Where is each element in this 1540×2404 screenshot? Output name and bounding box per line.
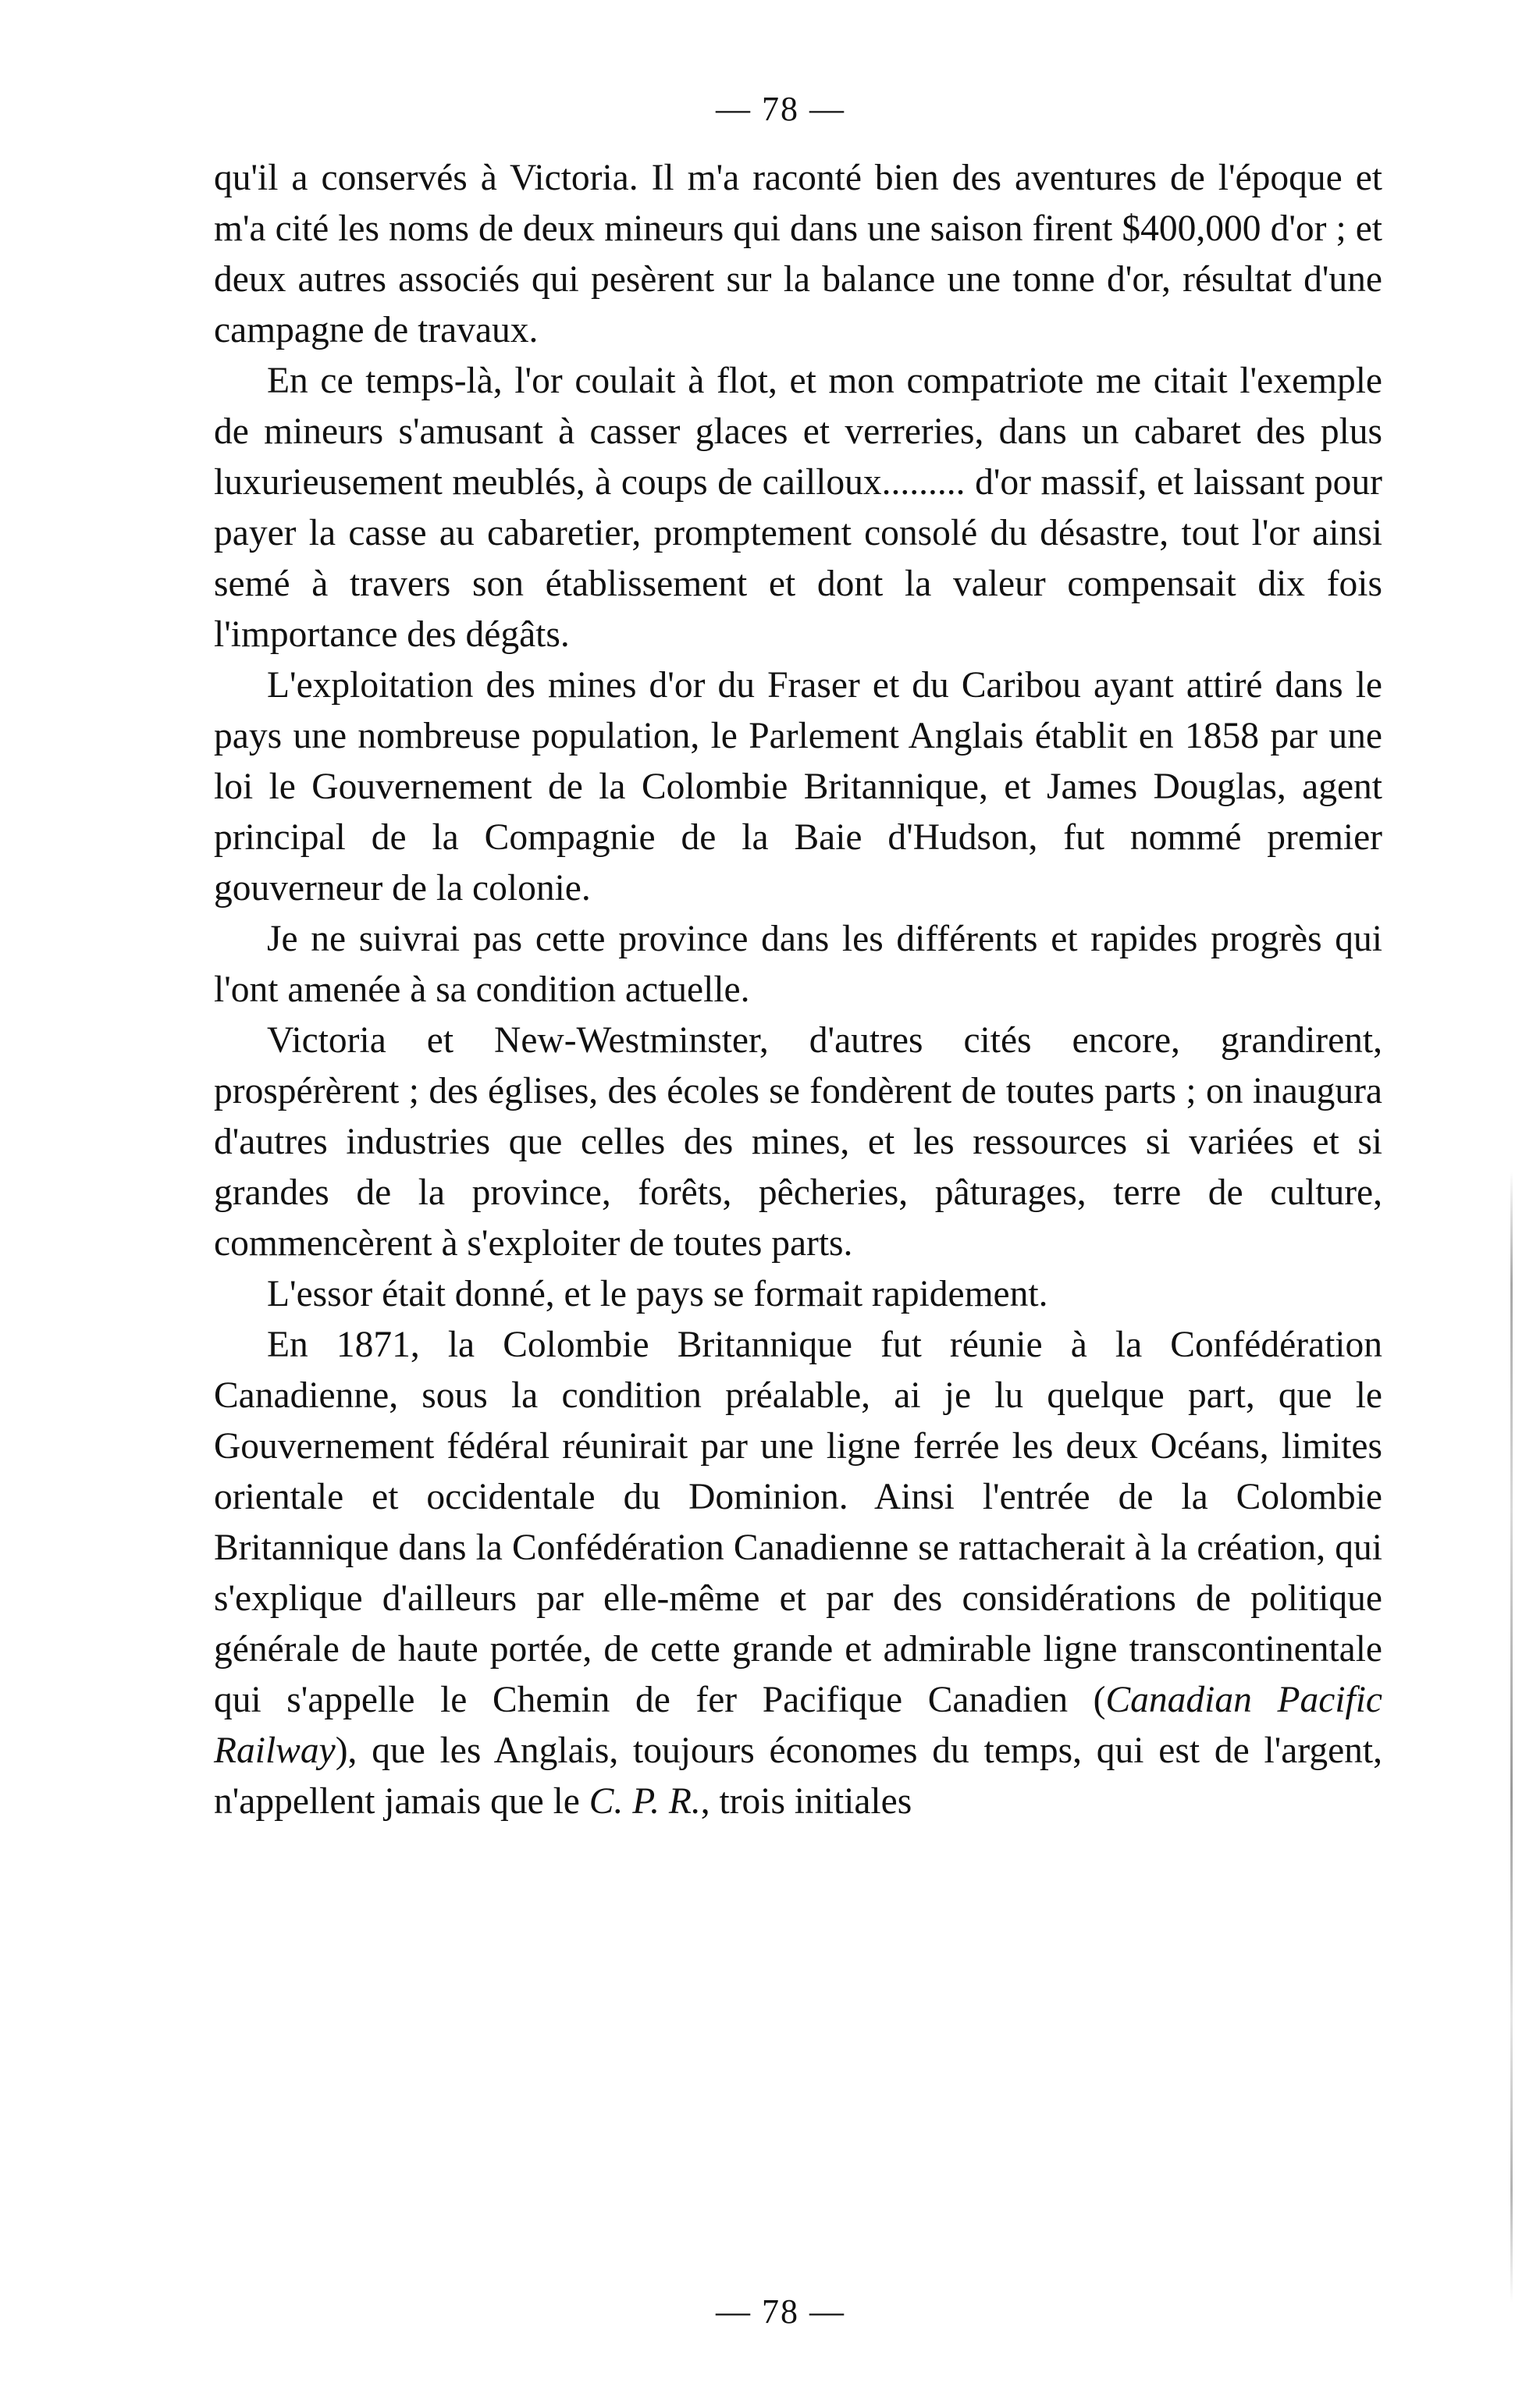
footer-page-number: — 78 — bbox=[716, 2292, 845, 2331]
paragraph-7-text-a: En 1871, la Colombie Britannique fut réunie à la Confédération Canadienne, sous la condition préalable, ai je lu quelque part, que le Gouvernement fédéral réunirait par une ligne ferrée les deux Océans, limites orientale et occidentale du Dominion. Ainsi l'entrée de la Colombie Britannique dans la Confédération Canadienne se rattacherait à la création, qui s'explique d'ailleurs par elle-même et par des considérations de politique générale de haute portée, de cette grande et admirable ligne transcontinentale qui s'appelle le Chemin de fer Pacifique Canadien ( bbox=[214, 1325, 1382, 1720]
railway-english-name: Canadian Pacific Railway bbox=[214, 1680, 1382, 1771]
header-page-number: — 78 — bbox=[716, 90, 845, 128]
scan-margin-artifact bbox=[1510, 1171, 1513, 2303]
paragraph-1: qu'il a conservés à Victoria. Il m'a raconté bien des aventures de l'époque et m'a cité les noms de deux mineurs qui dans une saison firent $400,000 d'or ; et deux autres associés qui pesèrent sur la balance une tonne d'or, résultat d'une campagne de travaux. bbox=[214, 158, 1382, 350]
paragraph-4: Je ne suivrai pas cette province dans les différents et rapides progrès qui l'ont amenée à sa condition actuelle. bbox=[214, 919, 1382, 1010]
paragraph-7 bbox=[214, 1320, 1382, 1827]
cpr-abbreviation: C. P. R. bbox=[589, 1781, 701, 1822]
paragraph-7-text-b: ), que les Anglais, toujours économes du temps, qui est de l'argent, n'appellent jamais que le bbox=[214, 1730, 1382, 1822]
paragraph-6: L'essor était donné, et le pays se formait rapidement. bbox=[267, 1274, 1048, 1314]
body-text bbox=[214, 153, 1382, 1827]
paragraph-7-text-c: , trois initiales bbox=[700, 1781, 912, 1822]
paragraph-2: En ce temps-là, l'or coulait à flot, et mon compatriote me citait l'exemple de mineurs s'amusant à casser glaces et verreries, dans un cabaret des plus luxurieusement meublés, à coups de cailloux......... d'or massif, et laissant pour payer la casse au cabaretier, promptement consolé du désastre, tout l'or ainsi semé à travers son établissement et dont la valeur compensait dix fois l'importance des dégâts. bbox=[214, 361, 1382, 655]
paragraph-5: Victoria et New-Westminster, d'autres cités encore, grandirent, prospérèrent ; des églises, des écoles se fondèrent de toutes parts ; on inaugura d'autres industries que celles des mines, et les ressources si variées et si grandes de la province, forêts, pêcheries, pâturages, terre de culture, commencèrent à s'exploiter de toutes parts. bbox=[214, 1020, 1382, 1264]
paragraph-3: L'exploitation des mines d'or du Fraser et du Caribou ayant attiré dans le pays une nombreuse population, le Parlement Anglais établit en 1858 par une loi le Gouvernement de la Colombie Britannique, et James Douglas, agent principal de la Compagnie de la Baie d'Hudson, fut nommé premier gouverneur de la colonie. bbox=[214, 665, 1382, 909]
